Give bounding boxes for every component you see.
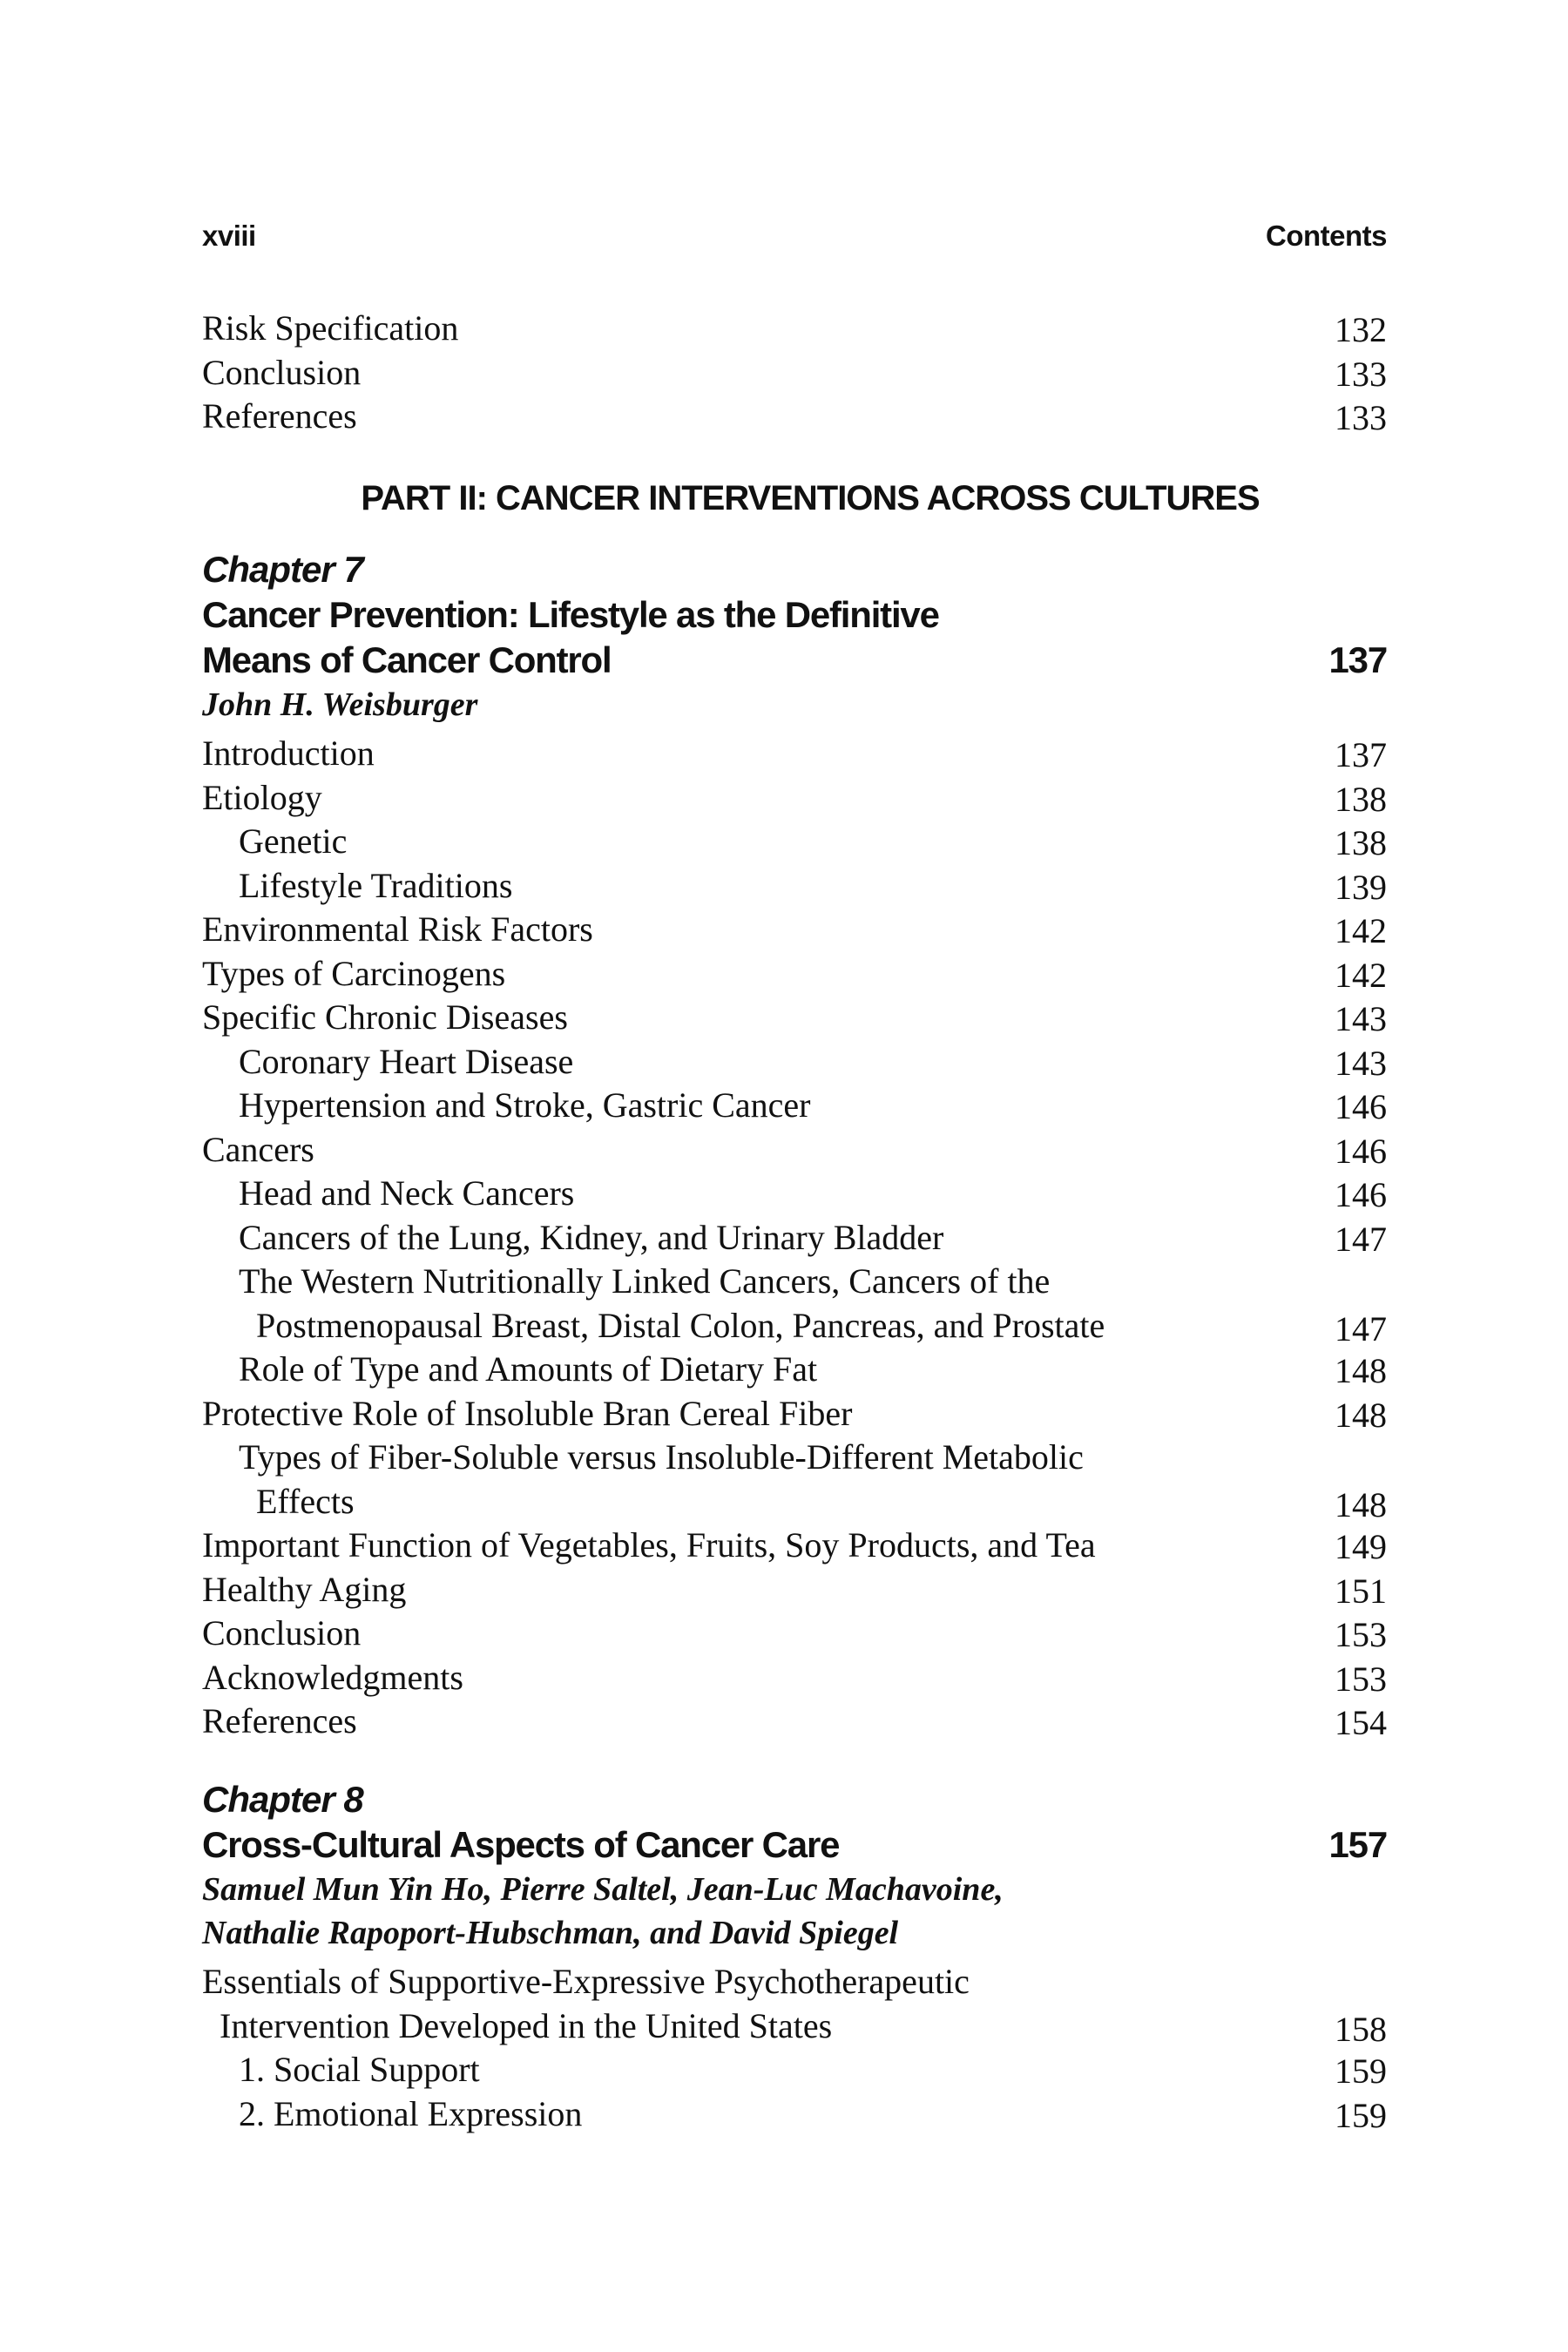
toc-entry[interactable]	[202, 1524, 1387, 1568]
toc-subentry[interactable]	[202, 864, 1387, 909]
chapter-title-line: Cancer Prevention: Lifestyle as the Definitive	[202, 594, 939, 635]
toc-entry-title: Etiology	[202, 777, 322, 817]
chapter-authors-line: Nathalie Rapoport-Hubschman, and David Spiegel	[202, 1915, 899, 1951]
toc-entry[interactable]	[202, 908, 1387, 952]
toc-entry[interactable]	[202, 952, 1387, 997]
toc-entry[interactable]	[202, 776, 1387, 821]
toc-entry-title-line: The Western Nutritionally Linked Cancers, Cancers of the	[239, 1261, 1051, 1301]
toc-subentry[interactable]	[202, 1260, 1387, 1348]
toc-entry-page: 138	[1335, 779, 1387, 819]
part-heading: PART II: CANCER INTERVENTIONS ACROSS CULTURES	[361, 479, 1260, 517]
toc-entry-page: 153	[1335, 1659, 1387, 1699]
toc-entry-title: 1. Social Support	[239, 2050, 480, 2089]
toc-entry-page: 147	[1335, 1308, 1387, 1348]
toc-entry-page: 148	[1335, 1395, 1387, 1435]
toc-entry-page: 138	[1335, 823, 1387, 862]
toc-entry-page: 132	[1335, 310, 1387, 349]
toc-entry-page: 148	[1335, 1351, 1387, 1390]
toc-entry[interactable]	[202, 1392, 1387, 1436]
toc-entry-title: Risk Specification	[202, 308, 459, 348]
toc-entry-title-continuation: Postmenopausal Breast, Distal Colon, Pancreas, and Prostate	[256, 1305, 1105, 1345]
chapter-authors-line: Samuel Mun Yin Ho, Pierre Saltel, Jean-Luc Machavoine,	[202, 1871, 1004, 1908]
toc-entry-page: 149	[1335, 1527, 1387, 1566]
toc-entry-title: Head and Neck Cancers	[239, 1173, 575, 1213]
toc-subentry[interactable]	[202, 1436, 1387, 1524]
toc-entry[interactable]	[202, 1568, 1387, 1612]
toc-subentry[interactable]	[202, 2092, 1387, 2137]
toc-entry-page: 142	[1335, 955, 1387, 995]
toc-entry-title	[239, 1260, 1267, 1348]
toc-entry-page: 146	[1335, 1175, 1387, 1214]
toc-entry-title: Conclusion	[202, 1613, 362, 1652]
toc-entry-page: 143	[1335, 999, 1387, 1038]
toc-subentry[interactable]	[202, 1348, 1387, 1392]
toc-entry-title-line: Essentials of Supportive-Expressive Psychotherapeutic	[202, 1962, 970, 2001]
toc-entry-page: 154	[1335, 1703, 1387, 1742]
chapter-page: 137	[1328, 639, 1387, 680]
toc-subentry[interactable]	[202, 2048, 1387, 2092]
chapter-label: Chapter 8	[202, 1779, 363, 1820]
toc-entry-page: 146	[1335, 1087, 1387, 1126]
toc-entry[interactable]	[202, 1700, 1387, 1744]
toc-entry-title: References	[202, 1701, 357, 1740]
toc-entry-title: Coronary Heart Disease	[239, 1041, 574, 1081]
toc-entry[interactable]	[202, 1612, 1387, 1656]
toc-entry-title: Cancers	[202, 1129, 314, 1169]
toc-subentry[interactable]	[202, 1040, 1387, 1085]
prev-chapter-entries	[202, 307, 1387, 439]
toc-entry-title	[239, 1436, 1267, 1524]
toc-entry[interactable]	[202, 307, 1387, 351]
page-folio: xviii	[202, 220, 256, 252]
toc-entry-title: Types of Carcinogens	[202, 953, 506, 993]
toc-entry[interactable]	[202, 1960, 1387, 2048]
toc-entry-page: 133	[1335, 398, 1387, 437]
toc-entry-title: Protective Role of Insoluble Bran Cereal Fiber	[202, 1393, 853, 1433]
toc-entry[interactable]	[202, 1656, 1387, 1700]
chapter-title[interactable]	[202, 1822, 1387, 1868]
toc-entry-title: Cancers of the Lung, Kidney, and Urinary Bladder	[239, 1217, 944, 1257]
toc-entry-page: 133	[1335, 354, 1387, 394]
toc-subentry[interactable]	[202, 1084, 1387, 1128]
chapter-authors: John H. Weisburger	[202, 686, 478, 723]
running-head-section: Contents	[1266, 220, 1387, 252]
toc-subentry[interactable]	[202, 1172, 1387, 1216]
chapter-page: 157	[1328, 1824, 1387, 1865]
toc-entry[interactable]	[202, 996, 1387, 1040]
toc-entry[interactable]	[202, 351, 1387, 395]
toc-entry-page: 147	[1335, 1219, 1387, 1259]
toc-entry-page: 151	[1335, 1571, 1387, 1611]
toc-entry-title: Hypertension and Stroke, Gastric Cancer	[239, 1085, 811, 1125]
toc-entry-page: 158	[1335, 2009, 1387, 2049]
toc-entry-title: Environmental Risk Factors	[202, 909, 593, 949]
toc-entry-page: 143	[1335, 1043, 1387, 1083]
toc-entry-page: 137	[1335, 735, 1387, 774]
chapter-label: Chapter 7	[202, 549, 363, 590]
toc-entry-title: Lifestyle Traditions	[239, 865, 513, 905]
toc-entry-page: 148	[1335, 1484, 1387, 1524]
chapter-8	[202, 1777, 1387, 2136]
toc-entry-page: 159	[1335, 2051, 1387, 2091]
toc-entry-page: 139	[1335, 867, 1387, 907]
toc-entry-title: Introduction	[202, 733, 375, 773]
toc-subentry[interactable]	[202, 820, 1387, 864]
toc-entry-title: Conclusion	[202, 352, 362, 392]
toc-entry-title-continuation: Effects	[256, 1481, 355, 1521]
toc-entry[interactable]	[202, 1128, 1387, 1173]
chapter-title-line: Cross-Cultural Aspects of Cancer Care	[202, 1824, 840, 1865]
toc-subentry[interactable]	[202, 1216, 1387, 1260]
toc-entry-title: Genetic	[239, 821, 348, 861]
running-head	[202, 220, 1387, 254]
toc-entry-page: 159	[1335, 2095, 1387, 2135]
toc-entry-page: 142	[1335, 911, 1387, 950]
toc-entry-title-continuation: Intervention Developed in the United States	[220, 2005, 833, 2045]
toc-entry[interactable]	[202, 395, 1387, 439]
chapter-authors	[202, 1868, 1387, 1955]
toc-entry-title: 2. Emotional Expression	[239, 2093, 583, 2133]
chapter-title-line: Means of Cancer Control	[202, 639, 612, 680]
toc-entry[interactable]	[202, 732, 1387, 776]
toc-entry-title-line: Types of Fiber-Soluble versus Insoluble-Different Metabolic	[239, 1437, 1084, 1477]
toc-entry-title: Role of Type and Amounts of Dietary Fat	[239, 1349, 818, 1389]
chapter-title[interactable]	[202, 592, 1387, 683]
toc-entry-title: Important Function of Vegetables, Fruits, Soy Products, and Tea	[202, 1525, 1096, 1565]
toc-entry-title: Specific Chronic Diseases	[202, 997, 568, 1037]
toc-entry-page: 146	[1335, 1131, 1387, 1171]
toc-entry-title: References	[202, 396, 357, 436]
toc-entry-title: Healthy Aging	[202, 1569, 407, 1609]
toc-entry-title	[202, 1960, 1230, 2048]
chapter-7	[202, 547, 1387, 1744]
toc-entry-title: Acknowledgments	[202, 1657, 463, 1697]
toc-entry-page: 153	[1335, 1615, 1387, 1654]
